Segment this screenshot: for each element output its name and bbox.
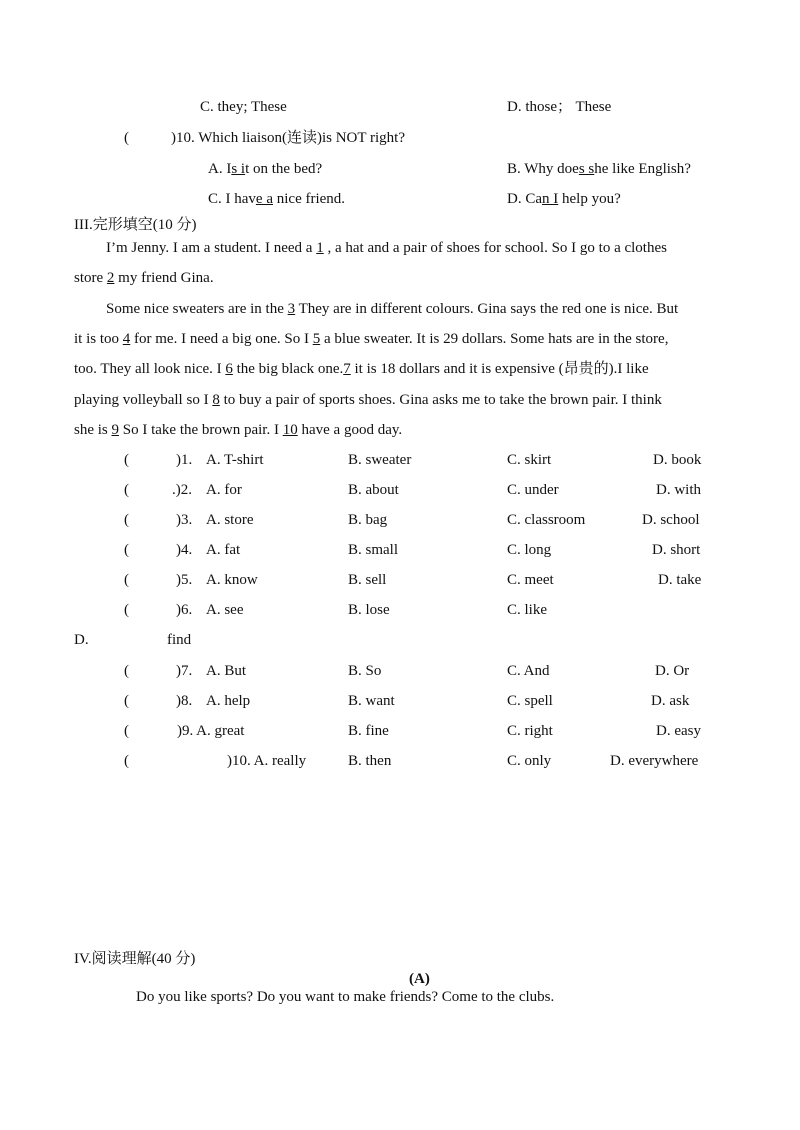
- item-5-num: )5.: [176, 572, 193, 588]
- item-5-option-d: D. take: [658, 572, 702, 588]
- q10-option-c: C. I have a nice friend.: [208, 191, 346, 207]
- item-3-paren: (: [124, 512, 129, 528]
- passage-line-4: it is too 4 for me. I need a big one. So I 5 a blue sweater. It is 29 dollars. Some hats are in the store,: [74, 331, 669, 347]
- item-1-option-a: A. T-shirt: [206, 452, 264, 468]
- item-9-num-option-a: )9. A. great: [177, 723, 245, 739]
- passage-line-3: Some nice sweaters are in the 3 They are in different colours. Gina says the red one is nice. But: [106, 301, 679, 317]
- item-4-option-d: D. short: [652, 542, 701, 558]
- item-2-option-d: D. with: [656, 482, 701, 498]
- item-6-option-d-word: find: [167, 632, 192, 648]
- passage-a-line-1: Do you like sports? Do you want to make friends? Come to the clubs.: [136, 989, 555, 1005]
- item-4-option-b: B. small: [348, 542, 399, 558]
- item-7-option-b: B. So: [348, 663, 382, 679]
- passage-line-1: I’m Jenny. I am a student. I need a 1 , a hat and a pair of shoes for school. So I go to a clothes: [106, 240, 667, 256]
- item-10-option-c: C. only: [507, 753, 552, 769]
- item-9-option-c: C. right: [507, 723, 553, 739]
- item-6-paren: (: [124, 602, 129, 618]
- item-8-paren: (: [124, 693, 129, 709]
- passage-a-label: (A): [409, 971, 430, 987]
- item-4-option-c: C. long: [507, 542, 552, 558]
- item-10-num-option-a: )10. A. really: [227, 753, 307, 769]
- item-9-option-d: D. easy: [656, 723, 701, 739]
- item-5-option-c: C. meet: [507, 572, 554, 588]
- item-4-num: )4.: [176, 542, 193, 558]
- passage-line-7: she is 9 So I take the brown pair. I 10 have a good day.: [74, 422, 403, 438]
- passage-line-2: store 2 my friend Gina.: [74, 270, 214, 286]
- item-1-num: )1.: [176, 452, 193, 468]
- item-7-num: )7.: [176, 663, 193, 679]
- item-3-option-b: B. bag: [348, 512, 388, 528]
- item-5-option-b: B. sell: [348, 572, 387, 588]
- passage-line-6: playing volleyball so I 8 to buy a pair of sports shoes. Gina asks me to take the brown pair. I think: [74, 392, 662, 408]
- item-8-num: )8.: [176, 693, 193, 709]
- item-4-option-a: A. fat: [206, 542, 241, 558]
- item-3-option-d: D. school: [642, 512, 700, 528]
- item-2-option-a: A. for: [206, 482, 242, 498]
- item-7-option-c: C. And: [507, 663, 550, 679]
- item-1-option-b: B. sweater: [348, 452, 412, 468]
- item-3-num: )3.: [176, 512, 193, 528]
- item-8-option-b: B. want: [348, 693, 395, 709]
- item-1-option-d: D. book: [653, 452, 702, 468]
- q9-option-d: D. those； These: [507, 99, 612, 115]
- item-9-option-b: B. fine: [348, 723, 389, 739]
- item-8-option-d: D. ask: [651, 693, 690, 709]
- item-10-paren: (: [124, 753, 129, 769]
- q9-option-c: C. they; These: [200, 99, 287, 115]
- item-3-option-a: A. store: [206, 512, 254, 528]
- item-6-option-d-label: D.: [74, 632, 89, 648]
- item-2-paren: (: [124, 482, 129, 498]
- q10-stem: )10. Which liaison(连读)is NOT right?: [171, 130, 405, 146]
- item-9-paren: (: [124, 723, 129, 739]
- item-8-option-a: A. help: [206, 693, 251, 709]
- item-1-paren: (: [124, 452, 129, 468]
- item-8-option-c: C. spell: [507, 693, 553, 709]
- item-7-option-a: A. But: [206, 663, 247, 679]
- item-7-option-d: D. Or: [655, 663, 690, 679]
- passage-line-5: too. They all look nice. I 6 the big black one.7 it is 18 dollars and it is expensive (昂贵的).I like: [74, 361, 649, 377]
- section-3-heading: III.完形填空(10 分): [74, 217, 197, 233]
- q10-paren: (: [124, 130, 129, 146]
- item-2-option-b: B. about: [348, 482, 399, 498]
- item-6-num: )6.: [176, 602, 193, 618]
- q10-option-a: A. Is it on the bed?: [208, 161, 323, 177]
- item-6-option-a: A. see: [206, 602, 244, 618]
- item-6-option-c: C. like: [507, 602, 547, 618]
- item-2-num: .)2.: [172, 482, 192, 498]
- section-4-heading: IV.阅读理解(40 分): [74, 951, 196, 967]
- item-2-option-c: C. under: [507, 482, 559, 498]
- item-10-option-b: B. then: [348, 753, 392, 769]
- q10-option-d: D. Can I help you?: [507, 191, 621, 207]
- item-4-paren: (: [124, 542, 129, 558]
- item-6-option-b: B. lose: [348, 602, 390, 618]
- q10-option-b: B. Why does she like English?: [507, 161, 691, 177]
- item-3-option-c: C. classroom: [507, 512, 586, 528]
- item-5-paren: (: [124, 572, 129, 588]
- item-10-option-d: D. everywhere: [610, 753, 699, 769]
- item-5-option-a: A. know: [206, 572, 258, 588]
- item-1-option-c: C. skirt: [507, 452, 552, 468]
- item-7-paren: (: [124, 663, 129, 679]
